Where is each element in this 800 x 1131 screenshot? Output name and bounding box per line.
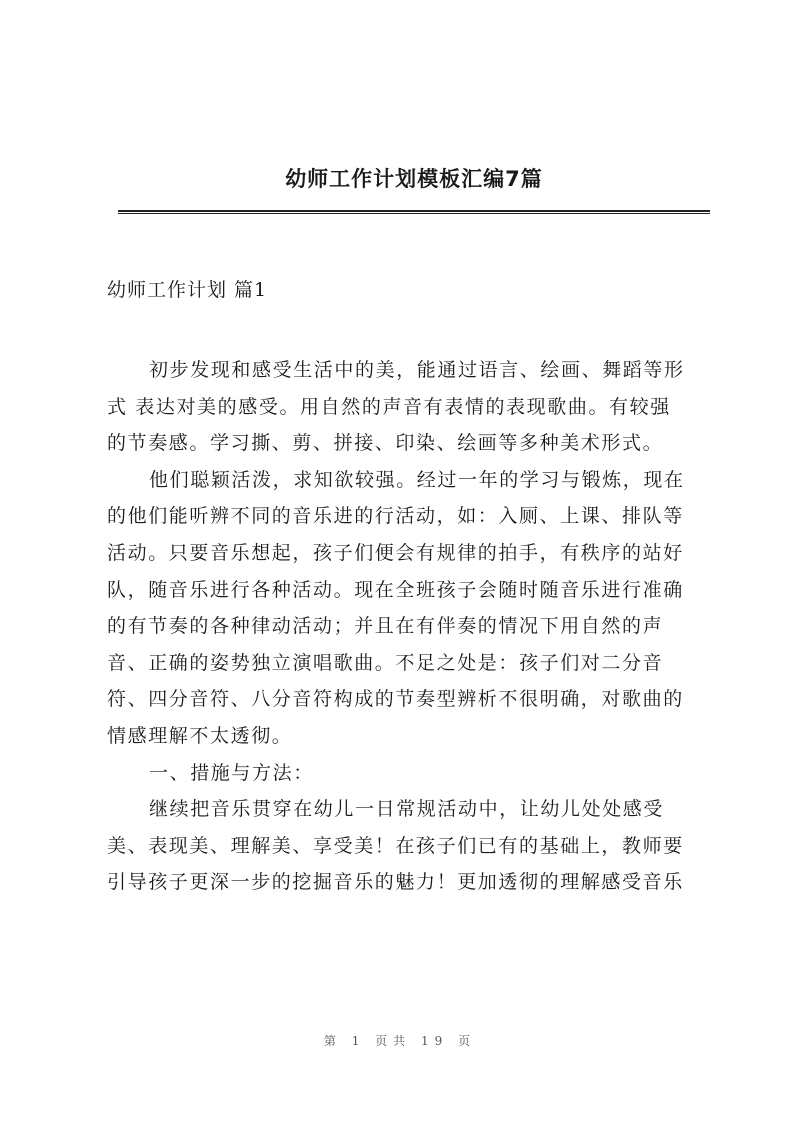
section-heading: 幼师工作计划 篇1 <box>107 279 268 301</box>
text-line: 美、表现美、理解美、享受美！在孩子们已有的基础上，教师要 <box>107 834 684 857</box>
document-title: 幼师工作计划模板汇编7篇 <box>285 167 543 191</box>
text-line: 符、四分音符、八分音符构成的节奏型辨析不很明确，对歌曲的 <box>107 688 684 711</box>
text-line: 一、措施与方法： <box>149 761 314 784</box>
text-line: 活动。只要音乐想起，孩子们便会有规律的拍手，有秩序的站好 <box>107 541 684 564</box>
text-line: 引导孩子更深一步的挖掘音乐的魅力！更加透彻的理解感受音乐 <box>107 871 684 894</box>
text-line: 队，随音乐进行各种活动。现在全班孩子会随时随音乐进行准确 <box>107 578 684 601</box>
text-line: 他们聪颖活泼，求知欲较强。经过一年的学习与锻炼，现在 <box>149 468 685 491</box>
text-line: 初步发现和感受生活中的美，能通过语言、绘画、舞蹈等形 <box>149 359 685 381</box>
text-line: 式 表达对美的感受。用自然的声音有表情的表现歌曲。有较强 <box>107 395 671 418</box>
page-footer: 第 1 页共 19 页 <box>323 1034 477 1048</box>
text-line: 的节奏感。学习撕、剪、拼接、印染、绘画等多种美术形式。 <box>107 432 664 455</box>
title-divider <box>118 210 710 214</box>
text-line: 的有节奏的各种律动活动；并且在有伴奏的情况下用自然的声 <box>107 615 664 638</box>
text-line: 的他们能听辨不同的音乐进的行活动，如：入厕、上课、排队等 <box>107 505 684 528</box>
text-line: 音、正确的姿势独立演唱歌曲。不足之处是：孩子们对二分音 <box>107 651 664 674</box>
body-text <box>107 352 707 901</box>
text-line: 继续把音乐贯穿在幼儿一日常规活动中，让幼儿处处感受 <box>149 798 665 821</box>
text-line: 情感理解不太透彻。 <box>107 724 293 747</box>
